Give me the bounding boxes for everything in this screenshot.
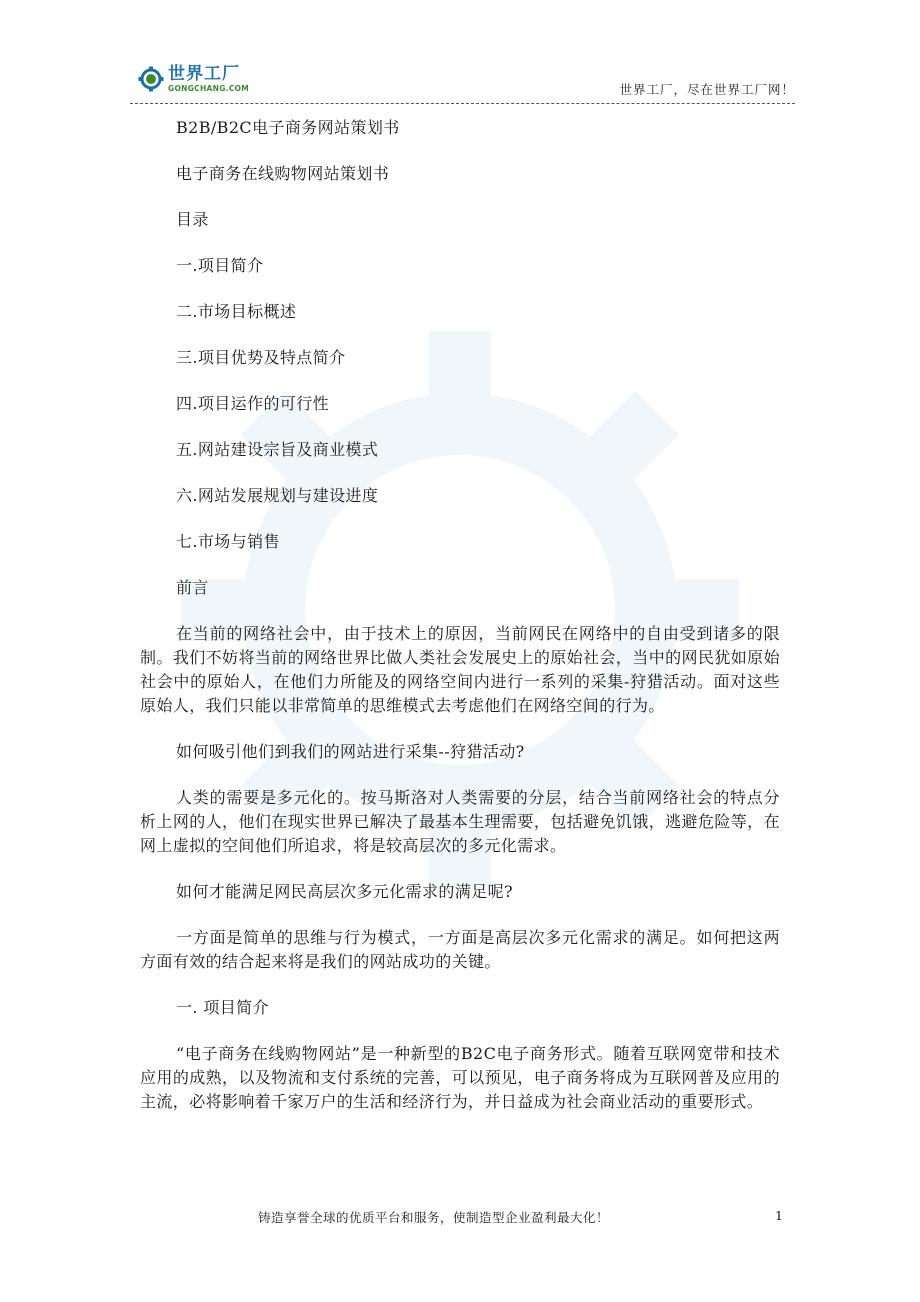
paragraph: 如何才能满足网民高层次多元化需求的满足呢?: [176, 882, 513, 901]
toc-item: 七.市场与销售: [176, 532, 280, 551]
footer-slogan: 铸造享誉全球的优质平台和服务，使制造型企业盈利最大化！: [258, 1210, 610, 1225]
header-divider: [130, 103, 795, 104]
toc-heading: 目录: [176, 210, 209, 229]
paragraph: 一方面是简单的思维与行为模式，一方面是高层次多元化需求的满足。如何把这两方面有效的结合起来将是我们的网站成功的关键。: [140, 928, 780, 971]
page-number: 1: [775, 1208, 783, 1223]
toc-item: 五.网站建设宗旨及商业模式: [176, 440, 379, 459]
paragraph: 如何吸引他们到我们的网站进行采集--狩猎活动?: [176, 742, 525, 761]
gear-globe-icon: [138, 66, 164, 92]
toc-item: 三.项目优势及特点简介: [176, 348, 346, 367]
document-title: B2B/B2C电子商务网站策划书: [176, 118, 400, 137]
page-header: [130, 58, 795, 104]
site-logo[interactable]: [138, 66, 249, 93]
toc-item: 二.市场目标概述: [176, 302, 297, 321]
toc-item: 一.项目简介: [176, 256, 264, 275]
toc-item: 六.网站发展规划与建设进度: [176, 486, 379, 505]
section-heading: 一. 项目简介: [176, 998, 269, 1017]
paragraph: “电子商务在线购物网站”是一种新型的B2C电子商务形式。随着互联网宽带和技术应用的成熟，以及物流和支付系统的完善，可以预见，电子商务将成为互联网普及应用的主流，必将影响着千家万户的生活和经济行为，并日益成为社会商业活动的重要形式。: [140, 1044, 780, 1111]
header-slogan: 世界工厂，尽在世界工厂网！: [619, 82, 795, 97]
preface-heading: 前言: [176, 578, 209, 597]
paragraph: 人类的需要是多元化的。按马斯洛对人类需要的分层，结合当前网络社会的特点分析上网的人，他们在现实世界已解决了最基本生理需要，包括避免饥饿，逃避危险等，在网上虚拟的空间他们所追求，将是较高层次的多元化需求。: [140, 788, 780, 855]
document-subtitle: 电子商务在线购物网站策划书: [176, 164, 390, 183]
logo-chinese-text: 世界工厂: [168, 64, 240, 84]
toc-item: 四.项目运作的可行性: [176, 394, 330, 413]
document-body: [140, 116, 780, 1136]
paragraph: 在当前的网络社会中，由于技术上的原因，当前网民在网络中的自由受到诸多的限制。我们不妨将当前的网络世界比做人类社会发展史上的原始社会，当中的网民犹如原始社会中的原始人，在他们力所能及的网络空间内进行一系列的采集-狩猎活动。面对这些原始人，我们只能以非常简单的思维模式去考虑他们在网络空间的行为。: [140, 624, 780, 715]
logo-english-text: GONGCHANG.COM: [168, 84, 250, 93]
